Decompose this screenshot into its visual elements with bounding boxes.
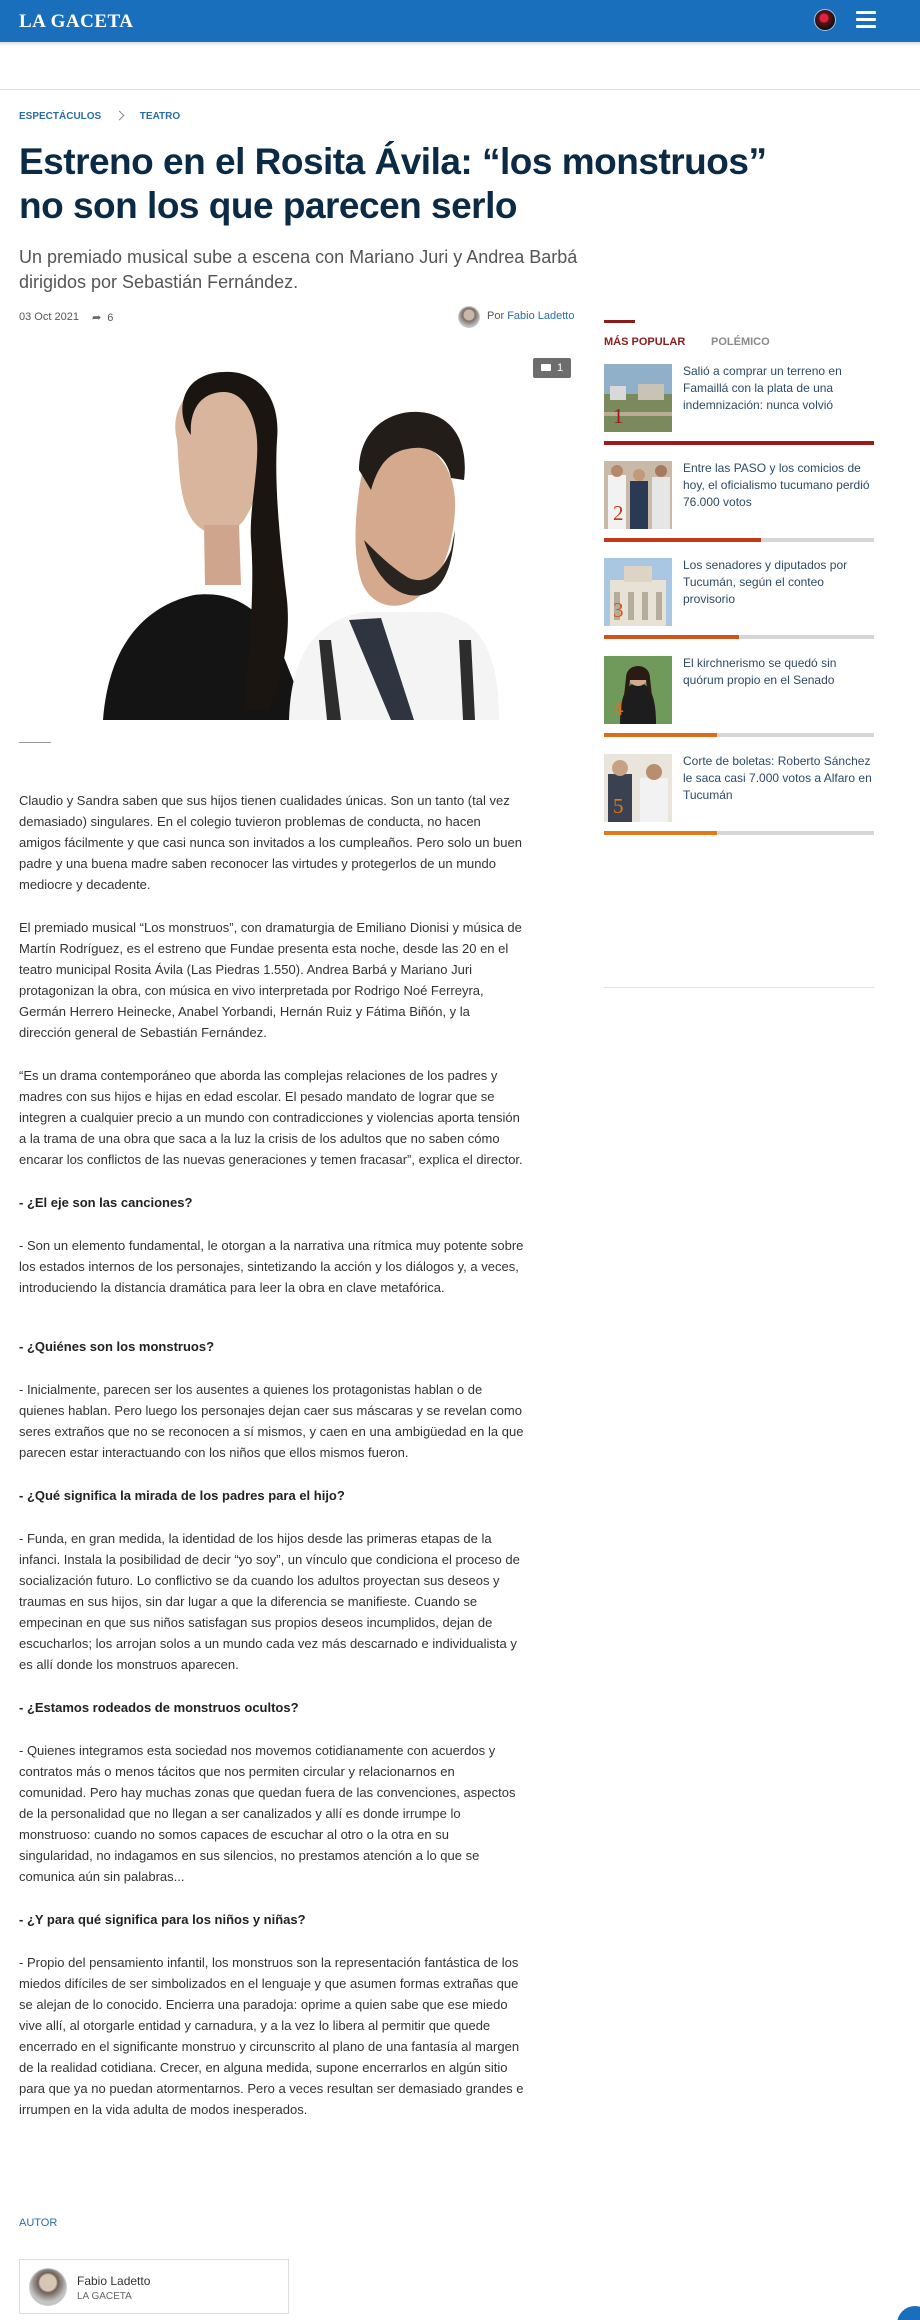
author-card-avatar bbox=[29, 2268, 67, 2306]
popularity-bar bbox=[604, 733, 874, 737]
author-avatar bbox=[458, 306, 480, 328]
popular-item[interactable] bbox=[604, 461, 874, 529]
author-card[interactable] bbox=[19, 2259, 289, 2314]
byline bbox=[487, 310, 574, 322]
interview-question: - ¿Estamos rodeados de monstruos ocultos? bbox=[19, 1700, 299, 1715]
popularity-bar bbox=[604, 538, 874, 542]
interview-question: - ¿El eje son las canciones? bbox=[19, 1195, 193, 1210]
popular-item-rank: 5 bbox=[613, 794, 624, 818]
popular-item-title[interactable]: El kirchnerismo se quedó sin quórum propio en el Senado bbox=[683, 656, 837, 687]
popular-item-title[interactable]: Los senadores y diputados por Tucumán, según el conteo provisorio bbox=[683, 558, 848, 606]
popular-item-title[interactable]: Entre las PASO y los comicios de hoy, el oficialismo tucumano perdió 76.000 votos bbox=[683, 461, 870, 509]
article-body bbox=[19, 790, 525, 2142]
tab-mas-popular[interactable]: MÁS POPULAR bbox=[604, 336, 686, 348]
image-caption-divider bbox=[19, 742, 51, 743]
article-paragraph: Claudio y Sandra saben que sus hijos tienen cualidades únicas. Son un tanto (tal vez demasiado) singulares. En el colegio tuvieron problemas de conducta, no hacen amigos fácilmente y que casi nunca son invitados a los cumpleaños. Pero solo un buen padre y una buena madre saben reconocer las virtudes y protegerlos de un mundo mediocre y decadente. bbox=[19, 793, 522, 892]
author-link[interactable]: Fabio Ladetto bbox=[507, 310, 575, 322]
tab-polemico[interactable]: POLÉMICO bbox=[711, 336, 770, 348]
popular-item[interactable] bbox=[604, 754, 874, 822]
interview-answer: - Propio del pensamiento infantil, los monstruos son la representación fantástica de los miedos difíciles de ser simbolizados en el lenguaje y que asumen formas extrañas que se alejan de lo conocido. Encierra una paradoja: oprime a quien sabe que ese miedo vive allí, al otorgarle entidad y carnadura, y a la vez lo libera al permitir que quede encerrado en el significante monstruo y circunscrito al plano de una fantasía al margen de la realidad cotidiana. Crecer, en alguna medida, supone encerrarlos en algún sitio para que ya no puedan atormentarnos. Pero a veces resultan ser demasiado grandes e irrumpen en la vida adulta de modos inesperados. bbox=[19, 1955, 524, 2117]
popular-item-rank: 2 bbox=[613, 501, 624, 525]
popular-item[interactable] bbox=[604, 558, 874, 626]
interview-answer: - Inicialmente, parecen ser los ausentes a quienes los protagonistas hablan o de quienes hablan. Pero luego los personajes dejan caer sus máscaras y se revelan como seres extraños que no se reconocen a sí mismos, y caen en una ambigüedad en la que parecen estar interactuando con los niños que ellos mismos fueron. bbox=[19, 1382, 524, 1460]
author-card-name[interactable]: Fabio Ladetto bbox=[77, 2274, 151, 2288]
share-icon: ➦ bbox=[92, 312, 102, 324]
popular-item[interactable] bbox=[604, 656, 874, 724]
user-avatar-icon[interactable] bbox=[814, 9, 836, 31]
sidebar-divider bbox=[604, 987, 874, 988]
breadcrumb bbox=[19, 111, 180, 122]
interview-answer: - Son un elemento fundamental, le otorgan a la narrativa una rítmica muy potente sobre los estados internos de los personajes, sintetizando la acción y los diálogos y, a veces, introduciendo la distancia dramática para leer la obra en clave metafórica. bbox=[19, 1238, 524, 1295]
popularity-bar-fill bbox=[604, 538, 761, 542]
popular-item-rank: 3 bbox=[613, 598, 624, 622]
site-logo[interactable]: LA GACETA bbox=[19, 11, 134, 32]
breadcrumb-subsection-link[interactable]: TEATRO bbox=[139, 111, 181, 122]
popularity-bar bbox=[604, 635, 874, 639]
camera-icon bbox=[541, 364, 551, 371]
interview-answer: - Quienes integramos esta sociedad nos movemos cotidianamente con acuerdos y contratos más o menos tácitos que nos permiten circular y relacionarnos en comunidad. Pero hay muchas zonas que quedan fuera de las convenciones, aspectos de la personalidad que no llegan a ser canalizados y allí es donde irrumpe lo monstruoso: cuando no somos capaces de escuchar al otro o la otra en su singularidad, no indagamos en sus silencios, no prestamos atención a lo que se comunica aún sin palabras... bbox=[19, 1743, 516, 1884]
popularity-bar-fill bbox=[604, 831, 717, 835]
share-button[interactable] bbox=[92, 311, 113, 324]
popularity-bar bbox=[604, 831, 874, 835]
byline-prefix: Por bbox=[487, 310, 505, 322]
breadcrumb-section-link[interactable]: ESPECTÁCULOS bbox=[19, 111, 102, 122]
popularity-bar-fill bbox=[604, 733, 717, 737]
popularity-bar-fill bbox=[604, 635, 739, 639]
interview-question: - ¿Qué significa la mirada de los padres para el hijo? bbox=[19, 1488, 345, 1503]
article-hero-image[interactable] bbox=[19, 350, 585, 720]
author-section-label: AUTOR bbox=[19, 2217, 58, 2229]
tab-active-indicator bbox=[604, 320, 635, 323]
scroll-top-button[interactable] bbox=[897, 2306, 920, 2320]
hero-photo-illustration bbox=[19, 350, 585, 720]
interview-question: - ¿Y para qué significa para los niños y niñas? bbox=[19, 1912, 306, 1927]
popular-item-rank: 4 bbox=[613, 696, 624, 720]
interview-question: - ¿Quiénes son los monstruos? bbox=[19, 1339, 215, 1354]
popularity-bar-fill bbox=[604, 441, 874, 445]
gallery-count: 1 bbox=[557, 362, 564, 374]
author-card-org: LA GACETA bbox=[77, 2291, 132, 2302]
article-subtitle: Un premiado musical sube a escena con Mariano Juri y Andrea Barbá dirigidos por Sebastián Fernández. bbox=[19, 247, 578, 292]
hamburger-menu-icon[interactable] bbox=[856, 11, 876, 29]
gallery-count-badge[interactable] bbox=[533, 358, 571, 378]
chevron-right-icon bbox=[115, 111, 125, 121]
popular-item-title[interactable]: Salió a comprar un terreno en Famaillá con la plata de una indemnización: nunca volvió bbox=[683, 364, 842, 412]
header-shadow bbox=[0, 42, 920, 46]
popular-item[interactable] bbox=[604, 364, 874, 432]
top-navigation-bar bbox=[0, 0, 920, 42]
popularity-bar bbox=[604, 441, 874, 445]
article-date: 03 Oct 2021 bbox=[19, 311, 79, 323]
divider bbox=[0, 89, 920, 90]
interview-answer: - Funda, en gran medida, la identidad de los hijos desde las primeras etapas de la infanci. Instala la posibilidad de decir “yo soy”, un vínculo que condiciona el proceso de socialización futuro. Lo conflictivo se da cuando los adultos proyectan sus deseos y traumas en sus hijos, sin dar lugar a que la diferencia se manifieste. Cuando se empecinan en que sus niños satisfagan sus propios deseos incumplidos, dejan de escucharlos; los arrojan solos a un mundo cada vez más descarnado e individualista y es allí donde los monstruos aparecen. bbox=[19, 1531, 520, 1672]
article-paragraph: “Es un drama contemporáneo que aborda las complejas relaciones de los padres y madres con sus hijos e hijas en edad escolar. El pesado mandato de lograr que se integren a cualquier precio a un mundo con contradicciones y violencias aporta tensión a la trama de una obra que saca a la luz la crisis de los adultos que no saben cómo encarar los conflictos de las nuevas generaciones y temen fracasar”, explica el director. bbox=[19, 1068, 523, 1167]
share-count: 6 bbox=[107, 312, 114, 324]
article-paragraph: El premiado musical “Los monstruos”, con dramaturgia de Emiliano Dionisi y música de Martín Rodríguez, es el estreno que Fundae presenta esta noche, desde las 20 en el teatro municipal Rosita Ávila (Las Piedras 1.550). Andrea Barbá y Mariano Juri protagonizan la obra, con música en vivo interpretada por Rodrigo Noé Ferreyra, Germán Herrero Heinecke, Anabel Yorbandi, Hernán Ruiz y Fátima Biñón, y la dirección general de Sebastián Fernández. bbox=[19, 920, 522, 1040]
popular-item-title[interactable]: Corte de boletas: Roberto Sánchez le saca casi 7.000 votos a Alfaro en Tucumán bbox=[683, 754, 872, 802]
article-title: Estreno en el Rosita Ávila: “los monstruos” no son los que parecen serlo bbox=[19, 141, 767, 226]
popular-item-rank: 1 bbox=[613, 404, 624, 428]
